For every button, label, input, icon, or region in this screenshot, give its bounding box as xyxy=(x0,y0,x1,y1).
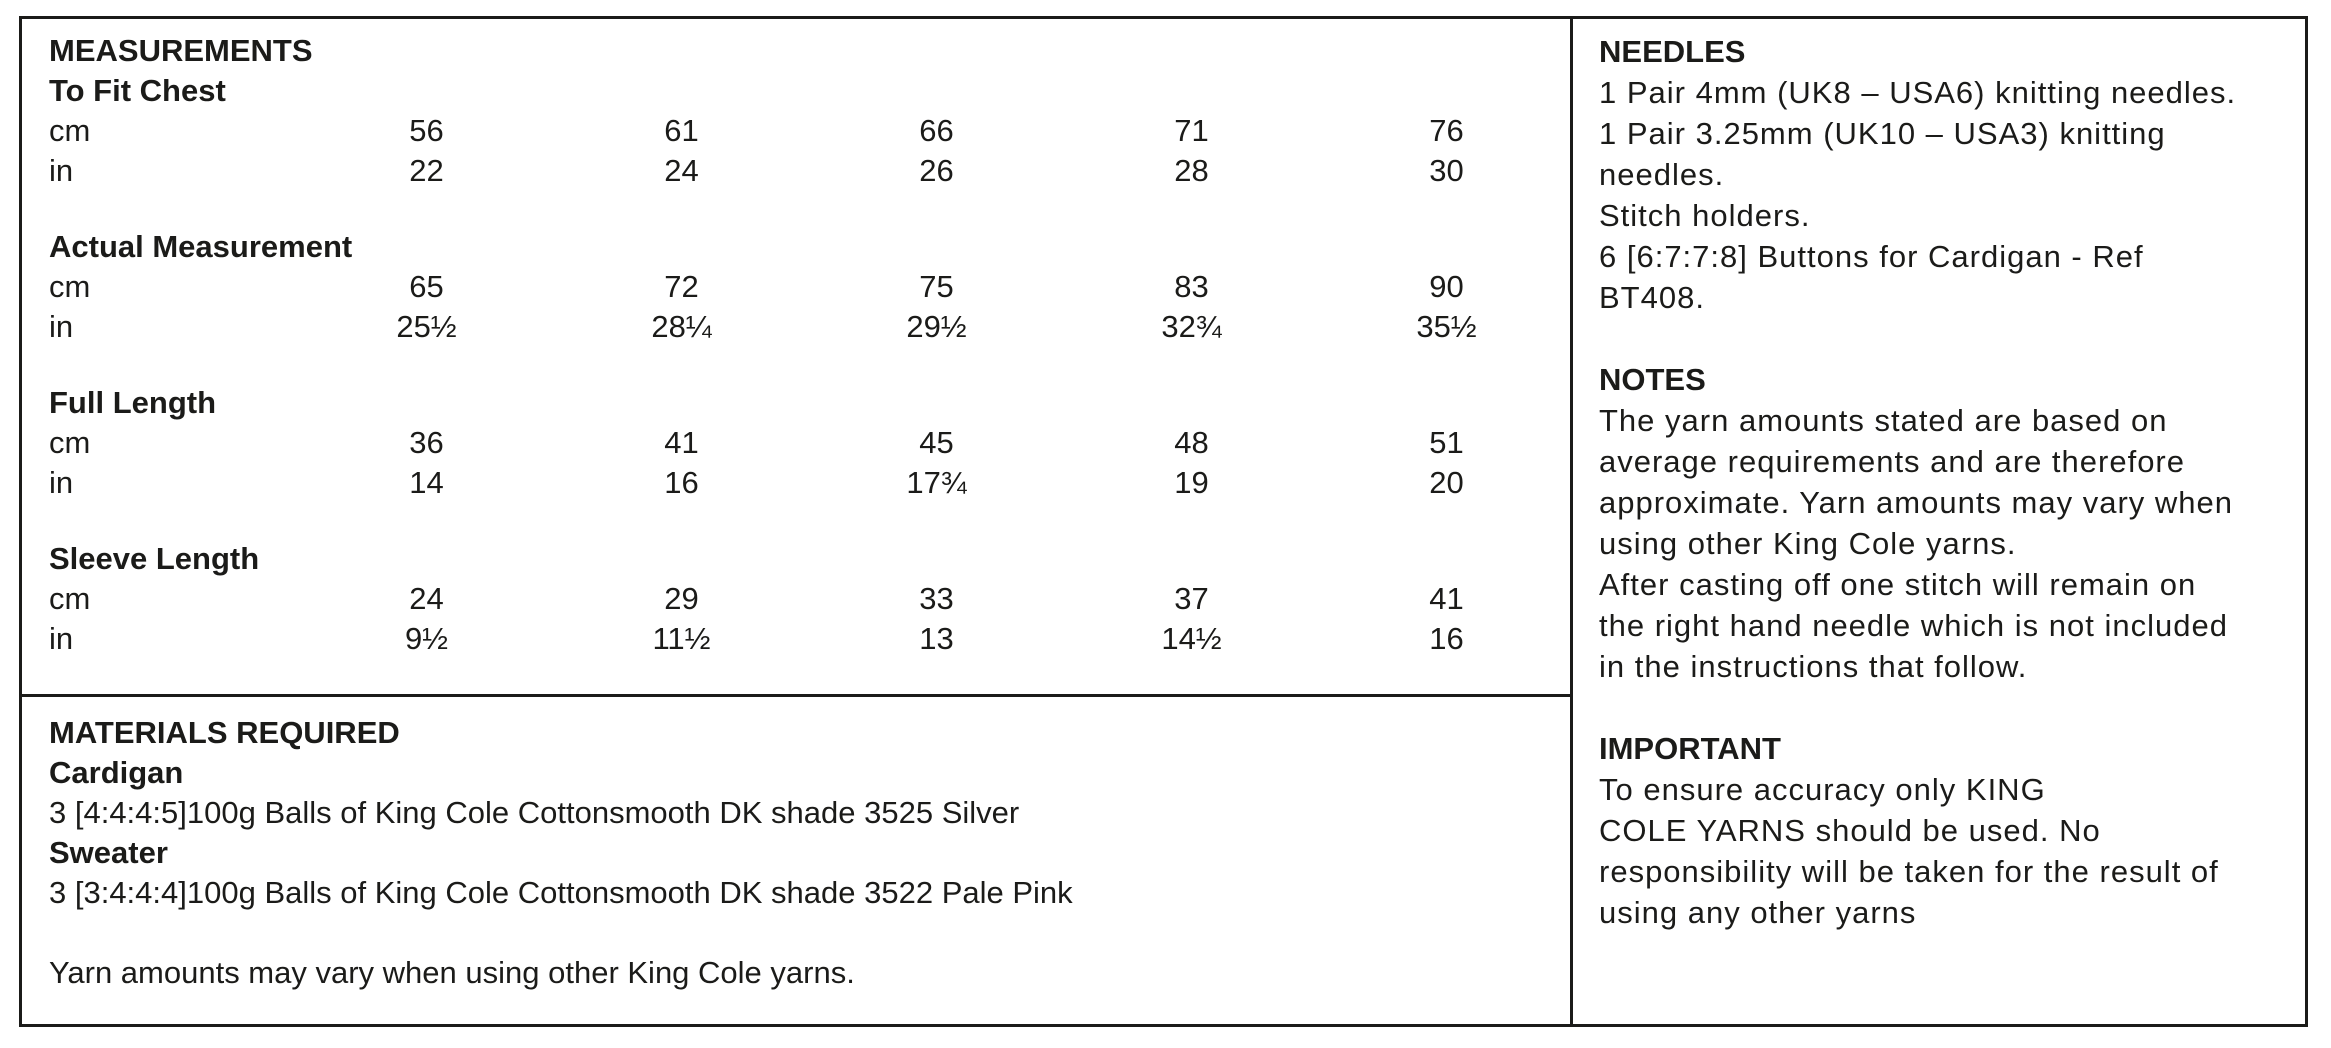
measurement-value: 83 xyxy=(1174,269,1209,304)
measurement-value: 28 xyxy=(1174,153,1209,188)
unit-label: cm xyxy=(49,269,91,304)
unit-label: cm xyxy=(49,113,91,148)
measurement-value: 35½ xyxy=(1416,309,1477,344)
measurement-value: 24 xyxy=(664,153,699,188)
measurement-value: 29½ xyxy=(906,309,967,344)
notes-line: After casting off one stitch will remain on xyxy=(1599,567,2197,602)
measurement-value: 11½ xyxy=(652,621,711,656)
notes-line: using other King Cole yarns. xyxy=(1599,526,2017,561)
materials-note: Yarn amounts may vary when using other King Cole yarns. xyxy=(49,955,855,990)
measurement-value: 25½ xyxy=(396,309,457,344)
measurement-value: 90 xyxy=(1429,269,1464,304)
materials-section xyxy=(22,697,1570,1024)
needles-title: NEEDLES xyxy=(1599,34,1746,69)
measurement-group-sleeve-length xyxy=(49,539,1550,659)
cm-row xyxy=(49,267,1550,307)
measurement-value: 48 xyxy=(1174,425,1209,460)
notes-title: NOTES xyxy=(1599,362,1706,397)
measurement-value: 66 xyxy=(919,113,954,148)
in-row xyxy=(49,619,1550,659)
notes-line: in the instructions that follow. xyxy=(1599,649,2028,684)
needles-line: Stitch holders. xyxy=(1599,198,1811,233)
in-row xyxy=(49,463,1550,503)
measurement-group-to-fit-chest xyxy=(49,71,1550,191)
needles-line: needles. xyxy=(1599,157,1725,192)
notes-line: The yarn amounts stated are based on xyxy=(1599,403,2168,438)
measurement-value: 61 xyxy=(664,113,699,148)
measurement-group-label: Sleeve Length xyxy=(49,541,260,576)
important-line: using any other yarns xyxy=(1599,895,1917,930)
measurement-value: 28¼ xyxy=(651,309,712,344)
notes-line: average requirements and are therefore xyxy=(1599,444,2185,479)
needles-line: 6 [6:7:7:8] Buttons for Cardigan - Ref xyxy=(1599,239,2144,274)
measurement-value: 41 xyxy=(1429,581,1464,616)
measurement-value: 32¾ xyxy=(1161,309,1222,344)
measurement-group-actual-measurement xyxy=(49,227,1550,347)
material-item-desc: 3 [3:4:4:4]100g Balls of King Cole Cottonsmooth DK shade 3522 Pale Pink xyxy=(49,875,1073,910)
measurements-section xyxy=(22,19,1570,697)
measurement-value: 65 xyxy=(409,269,444,304)
cm-row xyxy=(49,111,1550,151)
measurement-value: 16 xyxy=(664,465,699,500)
measurements-title: MEASUREMENTS xyxy=(49,33,313,68)
needles-section xyxy=(1599,31,2281,318)
unit-label: in xyxy=(49,465,74,500)
cm-row xyxy=(49,579,1550,619)
measurement-value: 56 xyxy=(409,113,444,148)
important-line: responsibility will be taken for the result of xyxy=(1599,854,2219,889)
needles-line: 1 Pair 4mm (UK8 – USA6) knitting needles. xyxy=(1599,75,2237,110)
measurement-group-full-length xyxy=(49,383,1550,503)
unit-label: cm xyxy=(49,581,91,616)
unit-label: in xyxy=(49,153,74,188)
left-column xyxy=(22,19,1573,1024)
measurement-value: 76 xyxy=(1429,113,1464,148)
materials-title: MATERIALS REQUIRED xyxy=(49,715,400,750)
notes-line: approximate. Yarn amounts may vary when xyxy=(1599,485,2234,520)
important-title: IMPORTANT xyxy=(1599,731,1781,766)
measurement-value: 20 xyxy=(1429,465,1464,500)
measurement-value: 36 xyxy=(409,425,444,460)
measurement-value: 26 xyxy=(919,153,954,188)
needles-line: BT408. xyxy=(1599,280,1705,315)
pattern-info-panel xyxy=(19,16,2308,1027)
measurement-value: 71 xyxy=(1174,113,1209,148)
measurement-value: 75 xyxy=(919,269,954,304)
in-row xyxy=(49,151,1550,191)
unit-label: cm xyxy=(49,425,91,460)
measurement-value: 16 xyxy=(1429,621,1464,656)
measurement-value: 13 xyxy=(919,621,954,656)
unit-label: in xyxy=(49,309,74,344)
measurement-value: 30 xyxy=(1429,153,1464,188)
measurement-group-label: Full Length xyxy=(49,385,217,420)
cm-row xyxy=(49,423,1550,463)
measurement-value: 17¾ xyxy=(906,465,967,500)
measurement-value: 37 xyxy=(1174,581,1209,616)
measurement-value: 29 xyxy=(664,581,699,616)
measurement-value: 14 xyxy=(409,465,444,500)
measurement-value: 41 xyxy=(664,425,699,460)
measurement-value: 24 xyxy=(409,581,444,616)
measurement-value: 45 xyxy=(919,425,954,460)
measurement-value: 33 xyxy=(919,581,954,616)
measurement-value: 9½ xyxy=(404,621,449,656)
material-item-name: Sweater xyxy=(49,835,168,870)
needles-line: 1 Pair 3.25mm (UK10 – USA3) knitting xyxy=(1599,116,2166,151)
measurement-value: 19 xyxy=(1174,465,1209,500)
measurement-group-label: To Fit Chest xyxy=(49,73,226,108)
notes-section xyxy=(1599,359,2281,687)
notes-line: the right hand needle which is not included xyxy=(1599,608,2228,643)
unit-label: in xyxy=(49,621,74,656)
measurement-value: 51 xyxy=(1429,425,1464,460)
measurement-value: 22 xyxy=(409,153,444,188)
right-column xyxy=(1573,19,2305,1024)
important-line: COLE YARNS should be used. No xyxy=(1599,813,2101,848)
material-item-name: Cardigan xyxy=(49,755,184,790)
measurement-group-label: Actual Measurement xyxy=(49,229,353,264)
important-line: To ensure accuracy only KING xyxy=(1599,772,2046,807)
measurement-value: 72 xyxy=(664,269,699,304)
important-section xyxy=(1599,728,2281,933)
measurement-value: 14½ xyxy=(1161,621,1222,656)
material-item-desc: 3 [4:4:4:5]100g Balls of King Cole Cottonsmooth DK shade 3525 Silver xyxy=(49,795,1020,830)
in-row xyxy=(49,307,1550,347)
